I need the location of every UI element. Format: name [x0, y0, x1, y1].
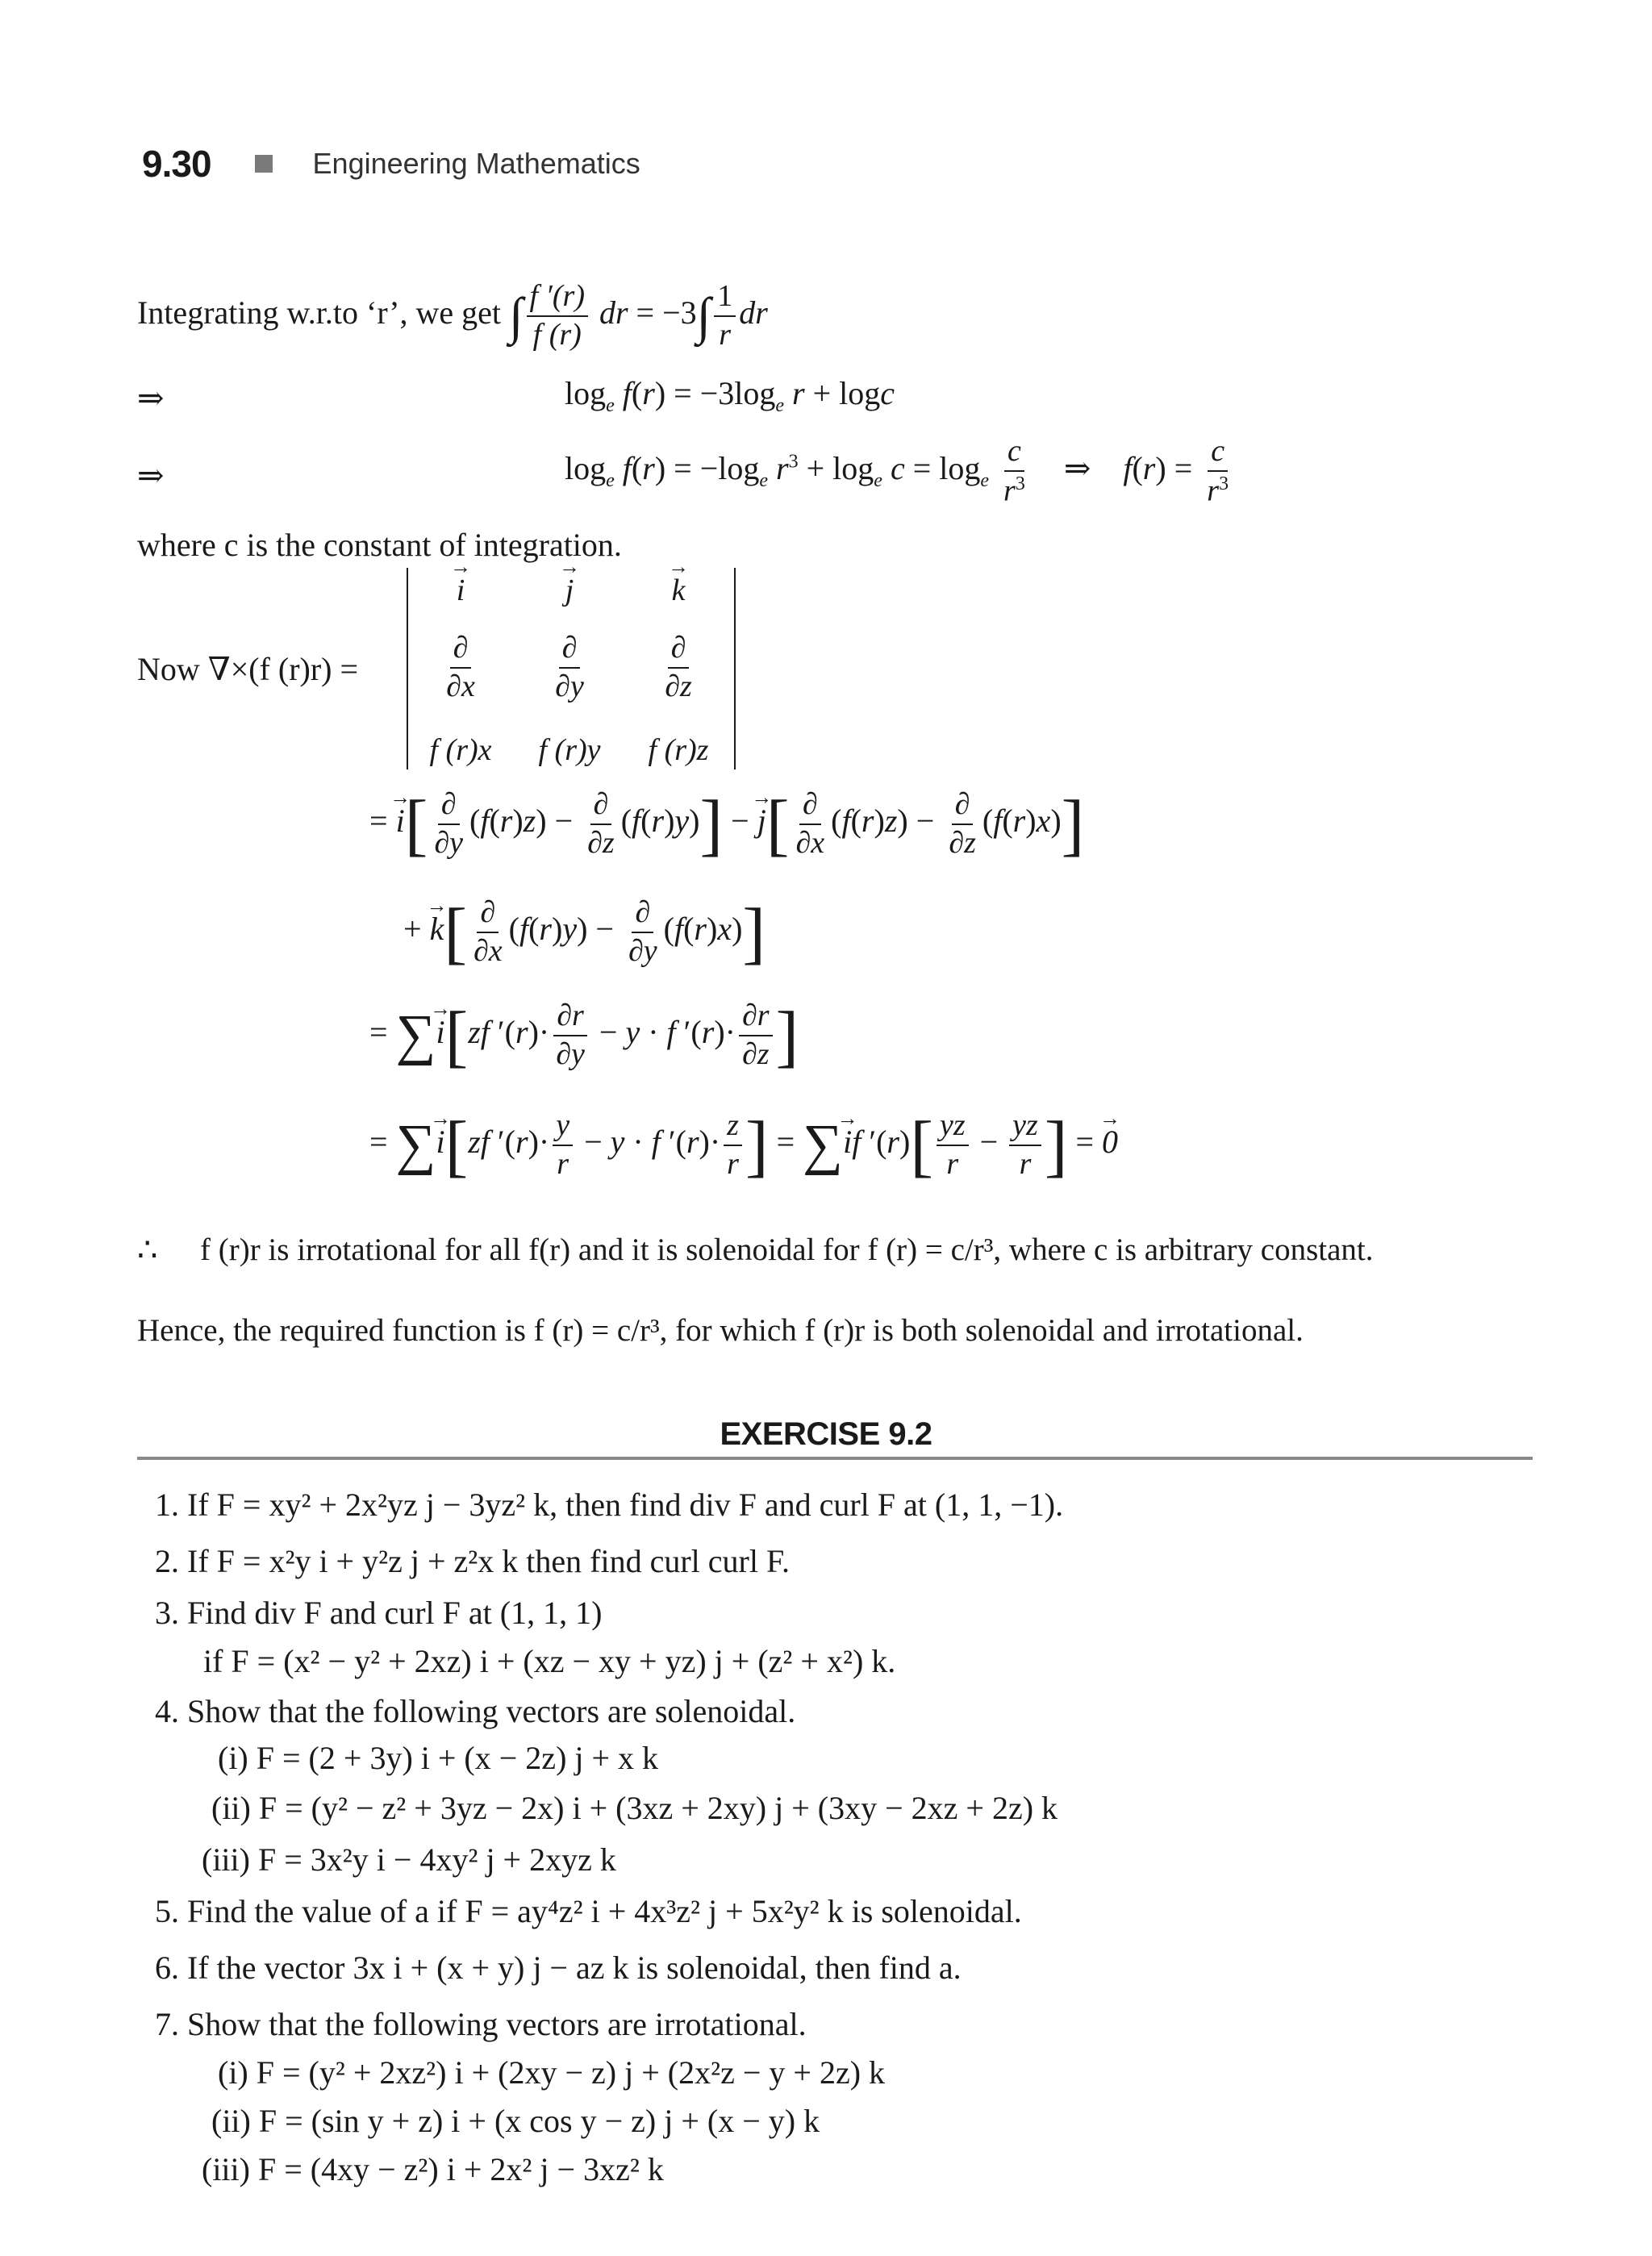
equation-log-1: $\log_e f(r) = -3\log_e$ r + logc: [565, 375, 895, 416]
exercise-item-7-iii: (iii) F = (4xy − z²) i + 2x² j − 3xz² k: [202, 2151, 664, 2187]
now-curl-label: Now ∇×(f (r)r) =: [137, 651, 359, 687]
exercise-item-3: 3. Find div F and curl F at (1, 1, 1): [155, 1595, 603, 1631]
curl-expansion-3: = ∑→ i[zf ′(r)· $\frac{\partial r}{\partial y}$ − y · f ′(r)· $\frac{\partial r}{\partial z}$ ]: [369, 1000, 799, 1071]
exercise-item-4-ii: (ii) F = (y² − z² + 3yz − 2x) i + (3xz + 2xy) j + (3xy − 2xz + 2z) k: [211, 1790, 1058, 1826]
equation-log-2: $\log_e f(r) = -\log_e$ $r^3 + \log_e c = \log_e$ $\frac{c}{r^3}$ ⇒ f(r) = $\frac{c}{r^3}$: [565, 434, 1229, 508]
exercise-item-4-iii: (iii) F = 3x²y i − 4xy² j + 2xyz k: [202, 1841, 616, 1878]
curl-expansion-1: = → i[ $\frac{\partial}{\partial y}$ (f(r)z) − $\frac{\partial}{\partial z}$ (f(r)y)] − → j[ $\frac{\partial}{\partial x}$ (f(r)z) − $\frac{\partial}{\partial z}$ (f(r)x)]: [369, 789, 1084, 860]
exercise-item-7-i: (i) F = (y² + 2xz²) i + (2xy − z) j + (2x²z − y + 2z) k: [218, 2054, 886, 2091]
book-title: Engineering Mathematics: [312, 147, 640, 180]
exercise-item-7-ii: (ii) F = (sin y + z) i + (x cos y − z) j + (x − y) k: [211, 2103, 820, 2139]
exercise-item-6: 6. If the vector 3x i + (x + y) j − az k is solenoidal, then find a.: [155, 1950, 962, 1986]
exercise-item-1: 1. If F = xy² + 2x²yz j − 3yz² k, then find div F and curl F at (1, 1, −1).: [155, 1487, 1064, 1523]
exercise-item-5: 5. Find the value of a if F = ay⁴z² i + 4x³z² j + 5x²y² k is solenoidal.: [155, 1893, 1022, 1929]
exercise-item-4: 4. Show that the following vectors are solenoidal.: [155, 1693, 796, 1729]
curl-expansion-2: + → k[ $\frac{\partial}{\partial x}$ (f(r)y) − $\frac{\partial}{\partial y}$ (f(r)x)]: [403, 897, 766, 968]
running-header: [142, 142, 640, 186]
integration-line: Integrating w.r.to ‘r’, we get ∫ $\frac{f '(r)}{f (r)}$ dr = −3∫ $\frac{1}{r}$ dr: [137, 279, 768, 352]
header-square-icon: [255, 155, 273, 173]
where-c-line: where c is the constant of integration.: [137, 527, 622, 563]
exercise-item-4-i: (i) F = (2 + 3y) i + (x − 2z) j + x k: [218, 1740, 659, 1776]
exercise-title: EXERCISE 9.2: [720, 1416, 932, 1452]
page-number: 9.30: [142, 143, 211, 185]
implies-arrow-2: ⇒: [137, 457, 165, 494]
curl-expansion-4: = ∑→ i[zf ′(r)· $\frac{y}{r}$ − y · f ′(r)· $\frac{z}{r}$ ] = ∑→ if ′(r)[ $\frac{yz}{r}$ − $\frac{yz}{r}$ ] = → 0: [369, 1110, 1118, 1181]
exercise-item-7: 7. Show that the following vectors are irrotational.: [155, 2006, 807, 2042]
exercise-item-2: 2. If F = x²y i + y²z j + z²x k then find curl curl F.: [155, 1543, 790, 1579]
curl-determinant: → i → j → k $\frac{\partial}{\partial x}$ $\frac{\partial}{\partial y}$ $\frac{\partial}{\partial z}$ f (r)x f (r)y f (r)z: [407, 568, 736, 769]
implies-arrow-1: ⇒: [137, 380, 165, 416]
conclusion-line-2: Hence, the required function is f (r) = c/r³, for which f (r)r is both solenoidal and irrotational.: [137, 1313, 1304, 1348]
integrating-prefix: Integrating w.r.to ‘r’, we get: [137, 294, 501, 332]
therefore-symbol: ∴: [137, 1232, 158, 1268]
exercise-item-3-cont: if F = (x² − y² + 2xz) i + (xz − xy + yz) j + (z² + x²) k.: [203, 1643, 896, 1679]
exercise-divider: [137, 1457, 1533, 1460]
conclusion-line-1: f (r)r is irrotational for all f(r) and it is solenoidal for f (r) = c/r³, where c is arbitrary constant.: [200, 1232, 1374, 1267]
